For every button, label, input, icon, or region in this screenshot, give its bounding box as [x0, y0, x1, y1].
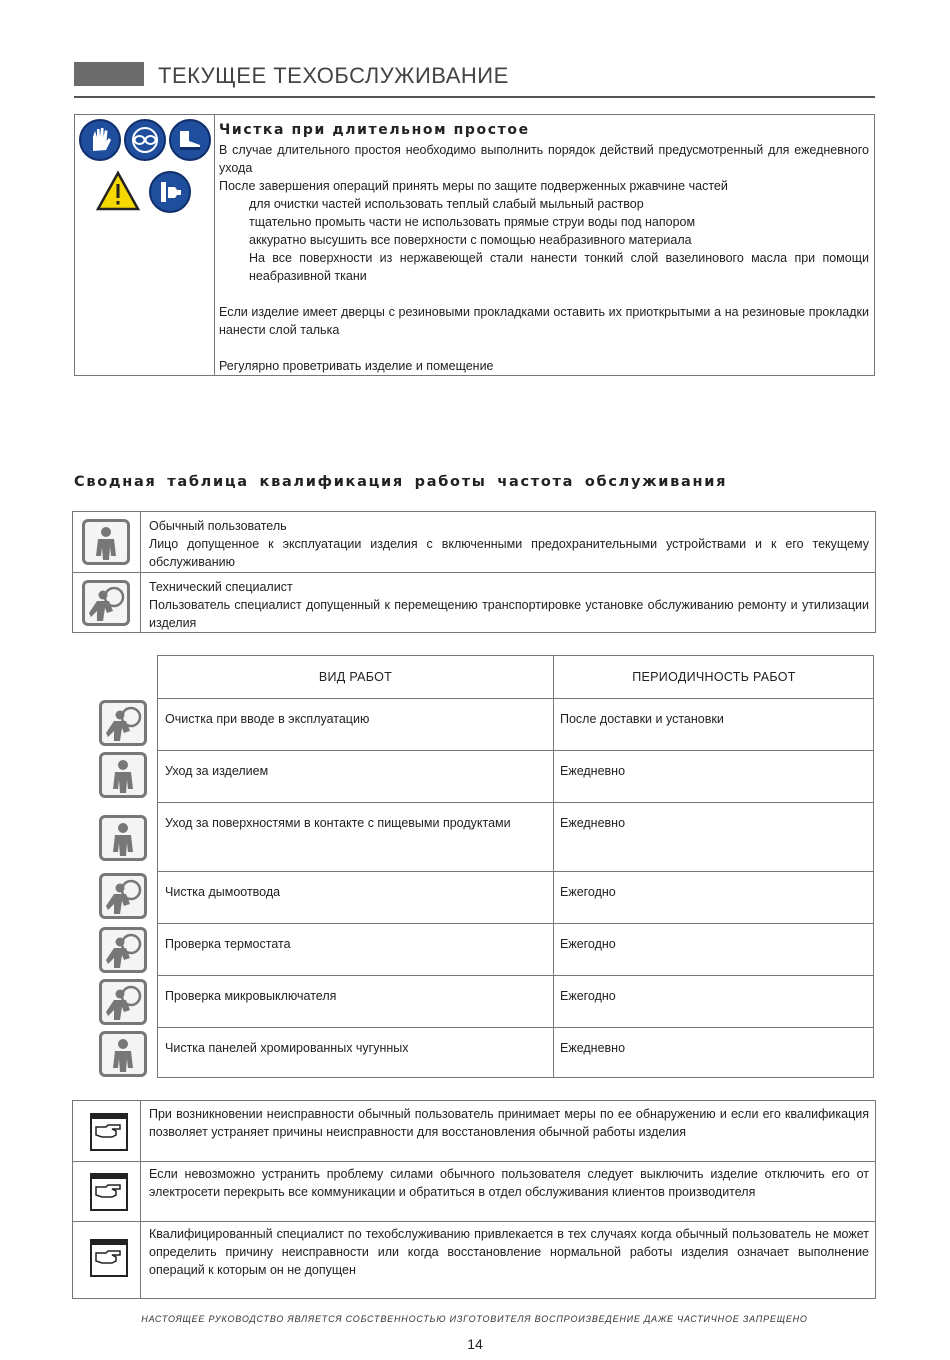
- notes-table: [72, 1100, 876, 1299]
- user-icon: [99, 752, 147, 798]
- step-item: аккуратно высушить все поверхности с помощью неабразивного материала: [249, 233, 692, 247]
- pointing-hand-icon: [90, 1239, 128, 1277]
- downtime-cleaning-text: [219, 121, 869, 375]
- table-cell-period: Ежедневно: [560, 764, 626, 778]
- paragraph: Если изделие имеет дверцы с резиновыми прокладками оставить их приоткрытыми а на резиновые прокладки нанести слой талька: [219, 305, 869, 337]
- page-title: ТЕКУЩЕЕ ТЕХОБСЛУЖИВАНИЕ: [158, 63, 509, 88]
- paragraph: Регулярно проветривать изделие и помещение: [219, 359, 494, 373]
- qualification-icon-cell: [73, 573, 141, 632]
- user-icon: [99, 815, 147, 861]
- technician-icon: [99, 927, 147, 973]
- column-header-frequency: ПЕРИОДИЧНОСТЬ РАБОТ: [632, 670, 796, 684]
- gloves-icon: [79, 119, 121, 161]
- table-cell-work: Проверка термостата: [165, 937, 291, 951]
- table-cell-period: Ежедневно: [560, 816, 626, 830]
- safety-icons-cell: [75, 115, 215, 375]
- page-header: [74, 62, 875, 98]
- copyright-footer: НАСТОЯЩЕЕ РУКОВОДСТВО ЯВЛЯЕТСЯ СОБСТВЕННОСТЬЮ ИЗГОТОВИТЕЛЯ ВОСПРОИЗВЕДЕНИЕ ДАЖЕ ЧАСТИЧНОЕ ЗАПРЕЩЕНО: [141, 1314, 808, 1324]
- note-text: При возникновении неисправности обычный пользователь принимает меры по ее обнаружению и если его квалификация позволяет устраняет причины неисправности для восстановления обычной работы изделия: [149, 1107, 869, 1139]
- step-item: для очистки частей использовать теплый слабый мыльный раствор: [249, 197, 644, 211]
- header-accent-block: [74, 62, 144, 86]
- qualification-title: Обычный пользователь: [149, 519, 287, 533]
- table-cell-period: Ежегодно: [560, 989, 616, 1003]
- table-cell-period: После доставки и установки: [560, 712, 724, 726]
- table-cell-period: Ежегодно: [560, 885, 616, 899]
- qualification-icon-cell: [73, 512, 141, 572]
- table-cell-work: Чистка панелей хромированных чугунных: [165, 1041, 409, 1055]
- page-number: 14: [467, 1336, 483, 1352]
- note-row: [73, 1221, 875, 1299]
- note-text: Квалифицированный специалист по техобслуживанию привлекается в тех случаях когда обычный пользователь не может определить причину неисправности или когда восстановление нормальной работы изделия означает выполнение операций к которым он не допущен: [149, 1227, 869, 1277]
- qualifications-table: [72, 511, 876, 633]
- note-row: [73, 1101, 875, 1161]
- note-row: [73, 1161, 875, 1221]
- table-cell-work: Чистка дымоотвода: [165, 885, 281, 899]
- qualification-row: [73, 512, 875, 572]
- table-cell-work: Уход за поверхностями в контакте с пищевыми продуктами: [165, 816, 511, 830]
- pointing-hand-icon: [90, 1173, 128, 1211]
- summary-title: Сводная таблица квалификация работы частота обслуживания: [74, 474, 728, 490]
- technician-icon: [99, 873, 147, 919]
- safety-boots-icon: [169, 119, 211, 161]
- step-item: тщательно промыть части не использовать прямые струи воды под напором: [249, 215, 696, 229]
- user-icon: [82, 519, 130, 565]
- pointing-hand-icon: [90, 1113, 128, 1151]
- step-item: На все поверхности из нержавеющей стали нанести тонкий слой вазелинового масла при помощи неабразивной ткани: [249, 251, 869, 283]
- user-icon: [99, 1031, 147, 1077]
- table-cell-work: Проверка микровыключателя: [165, 989, 337, 1003]
- table-cell-period: Ежедневно: [560, 1041, 626, 1055]
- downtime-cleaning-section: [74, 114, 875, 376]
- qualification-desc: Пользователь специалист допущенный к перемещению транспортировке установке обслуживанию ремонту и утилизации изделия: [149, 598, 869, 630]
- technician-icon: [82, 580, 130, 626]
- qualification-desc: Лицо допущенное к эксплуатации изделия с включенными предохранительными устройствами и к его текущему обслуживанию: [149, 537, 869, 569]
- column-header-work: ВИД РАБОТ: [318, 670, 393, 684]
- disconnect-power-icon: [149, 171, 191, 213]
- table-cell-work: Уход за изделием: [165, 764, 269, 778]
- warning-icon: [95, 170, 141, 217]
- paragraph: После завершения операций принять меры по защите подверженных ржавчине частей: [219, 179, 728, 193]
- work-frequency-table: [157, 655, 874, 1078]
- goggles-icon: [124, 119, 166, 161]
- note-text: Если невозможно устранить проблему силами обычного пользователя следует выключить изделие отключить его от электросети перекрыть все коммуникации и обратиться в отдел обслуживания клиентов производителя: [149, 1167, 869, 1199]
- table-cell-work: Очистка при вводе в эксплуатацию: [165, 712, 370, 726]
- section-heading: Чистка при длительном простое: [219, 122, 530, 138]
- qualification-title: Технический специалист: [149, 580, 293, 594]
- technician-icon: [99, 979, 147, 1025]
- paragraph: В случае длительного простоя необходимо выполнить порядок действий предусмотренный для ежедневного ухода: [219, 143, 869, 175]
- technician-icon: [99, 700, 147, 746]
- qualification-row: [73, 572, 875, 632]
- table-cell-period: Ежегодно: [560, 937, 616, 951]
